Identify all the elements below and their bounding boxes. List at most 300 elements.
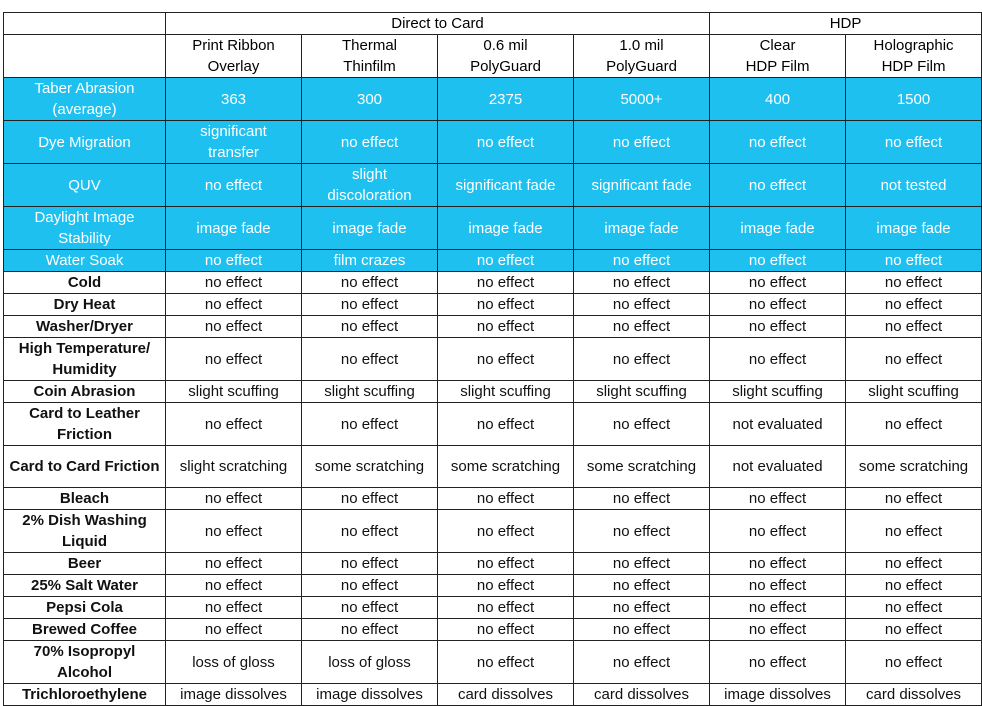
- cell-text-line: no effect: [612, 522, 671, 540]
- table-cell: [846, 488, 982, 510]
- cell-text-line: image dissolves: [316, 686, 423, 703]
- table-cell: [166, 575, 302, 597]
- cell-text-line: 2375: [488, 90, 523, 108]
- cell-text-line: image dissolves: [724, 686, 831, 703]
- table-cell: [710, 164, 846, 207]
- cell-text-line: loss of gloss: [328, 653, 411, 671]
- table-cell: [166, 597, 302, 619]
- cell-text-line: no effect: [612, 296, 671, 313]
- cell-text-line: no effect: [612, 415, 671, 433]
- table-row: [4, 446, 982, 488]
- table-row: [4, 207, 982, 250]
- table-cell: [166, 164, 302, 207]
- table-cell: [710, 684, 846, 706]
- row-label: [4, 619, 166, 641]
- cell-text-line: card dissolves: [866, 686, 962, 703]
- table-cell: [574, 403, 710, 446]
- table-cell: [166, 446, 302, 488]
- cell-text-line: slight scuffing: [460, 383, 551, 400]
- cell-text-line: no effect: [748, 252, 807, 269]
- cell-text-line: 0.6 mil: [483, 37, 528, 54]
- cell-text-line: Dry Heat: [53, 296, 116, 313]
- cell-text-line: no effect: [204, 176, 263, 194]
- cell-text-line: no effect: [884, 599, 943, 616]
- cell-text-line: no effect: [748, 490, 807, 507]
- column-header: [166, 35, 302, 78]
- comparison-table: [3, 12, 982, 706]
- cell-text-line: (average): [52, 101, 117, 118]
- row-label: [4, 338, 166, 381]
- cell-text-line: no effect: [204, 350, 263, 368]
- cell-text-line: Overlay: [207, 58, 260, 75]
- cell-text-line: no effect: [340, 318, 399, 335]
- cell-text-line: no effect: [612, 555, 671, 572]
- cell-text-line: no effect: [884, 274, 943, 291]
- table-cell: [302, 316, 438, 338]
- cell-text-line: image fade: [604, 219, 679, 237]
- cell-text-line: no effect: [476, 490, 535, 507]
- cell-text-line: slight scuffing: [188, 383, 279, 400]
- cell-text-line: no effect: [476, 577, 535, 594]
- cell-text-line: no effect: [612, 318, 671, 335]
- cell-text-line: some scratching: [314, 458, 425, 475]
- table-cell: [438, 272, 574, 294]
- cell-text-line: not tested: [880, 176, 947, 194]
- table-cell: [710, 510, 846, 553]
- table-cell: [302, 510, 438, 553]
- table-cell: [574, 164, 710, 207]
- cell-text-line: no effect: [748, 274, 807, 291]
- table-cell: [302, 338, 438, 381]
- cell-text-line: no effect: [884, 653, 943, 671]
- table-cell: [710, 488, 846, 510]
- table-cell: [302, 294, 438, 316]
- table-row: [4, 121, 982, 164]
- cell-text-line: no effect: [476, 621, 535, 638]
- table-row: [4, 316, 982, 338]
- table-body: [4, 13, 982, 706]
- table-cell: [574, 294, 710, 316]
- cell-text-line: Washer/Dryer: [36, 318, 133, 335]
- cell-text-line: no effect: [748, 599, 807, 616]
- cell-text-line: PolyGuard: [470, 58, 541, 75]
- cell-text-line: no effect: [884, 555, 943, 572]
- cell-text-line: Thermal: [341, 37, 397, 54]
- table-row: [4, 381, 982, 403]
- row-label: [4, 575, 166, 597]
- table-row: [4, 510, 982, 553]
- cell-text-line: Dye Migration: [38, 133, 131, 151]
- cell-text-line: Friction: [57, 426, 112, 443]
- table-cell: [710, 272, 846, 294]
- table-cell: [166, 294, 302, 316]
- table-cell: [302, 121, 438, 164]
- cell-text-line: no effect: [748, 653, 807, 671]
- cell-text-line: no effect: [748, 296, 807, 313]
- table-cell: [302, 78, 438, 121]
- cell-text-line: 300: [356, 90, 383, 108]
- table-row: [4, 164, 982, 207]
- table-cell: [438, 403, 574, 446]
- table-cell: [166, 272, 302, 294]
- cell-text-line: no effect: [340, 621, 399, 638]
- cell-text-line: no effect: [340, 577, 399, 594]
- table-cell: [302, 553, 438, 575]
- row-label: [4, 641, 166, 684]
- row-label: [4, 78, 166, 121]
- table-cell: [302, 597, 438, 619]
- table-cell: [438, 78, 574, 121]
- cell-text-line: no effect: [476, 555, 535, 572]
- cell-text-line: not evaluated: [732, 415, 823, 433]
- cell-text-line: no effect: [340, 133, 399, 151]
- corner-cell: [4, 13, 166, 35]
- cell-text-line: Stability: [58, 230, 111, 247]
- row-label: [4, 403, 166, 446]
- table-cell: [846, 250, 982, 272]
- table-cell: [574, 316, 710, 338]
- cell-text-line: Beer: [67, 555, 102, 572]
- cell-text-line: slight scuffing: [732, 383, 823, 400]
- cell-text-line: 1500: [896, 90, 931, 108]
- table-row: [4, 575, 982, 597]
- column-header-row: [4, 35, 982, 78]
- cell-text-line: no effect: [612, 133, 671, 151]
- cell-text-line: Holographic: [873, 37, 954, 54]
- cell-text-line: no effect: [884, 350, 943, 368]
- table-cell: [710, 597, 846, 619]
- cell-text-line: no effect: [340, 555, 399, 572]
- cell-text-line: no effect: [476, 653, 535, 671]
- cell-text-line: Alcohol: [57, 664, 112, 681]
- cell-text-line: 2% Dish Washing: [22, 512, 147, 529]
- table-cell: [574, 446, 710, 488]
- table-cell: [710, 338, 846, 381]
- cell-text-line: image fade: [332, 219, 407, 237]
- table-cell: [846, 381, 982, 403]
- cell-text-line: QUV: [68, 176, 101, 194]
- table-cell: [438, 338, 574, 381]
- cell-text-line: transfer: [208, 144, 259, 161]
- table-cell: [846, 316, 982, 338]
- row-label: [4, 446, 166, 488]
- row-label: [4, 250, 166, 272]
- cell-text-line: slight: [351, 166, 388, 183]
- table-cell: [710, 619, 846, 641]
- table-cell: [166, 553, 302, 575]
- cell-text-line: no effect: [340, 296, 399, 313]
- row-label: [4, 553, 166, 575]
- cell-text-line: no effect: [476, 415, 535, 433]
- table-cell: [438, 250, 574, 272]
- cell-text-line: no effect: [476, 296, 535, 313]
- cell-text-line: no effect: [748, 555, 807, 572]
- table-cell: [438, 488, 574, 510]
- cell-text-line: no effect: [884, 252, 943, 269]
- table-cell: [846, 164, 982, 207]
- cell-text-line: slight scuffing: [596, 383, 687, 400]
- group-header-row: [4, 13, 982, 35]
- cell-text-line: 70% Isopropyl: [33, 643, 136, 660]
- table-row: [4, 272, 982, 294]
- table-cell: [438, 294, 574, 316]
- table-row: [4, 488, 982, 510]
- cell-text-line: no effect: [884, 133, 943, 151]
- table-row: [4, 403, 982, 446]
- table-cell: [302, 403, 438, 446]
- cell-text-line: High Temperature/: [18, 340, 151, 357]
- table-cell: [846, 294, 982, 316]
- table-cell: [574, 575, 710, 597]
- table-cell: [574, 684, 710, 706]
- table-cell: [438, 121, 574, 164]
- cell-text-line: Brewed Coffee: [31, 621, 138, 638]
- cell-text-line: no effect: [476, 318, 535, 335]
- cell-text-line: HDP Film: [881, 58, 946, 75]
- cell-text-line: no effect: [204, 577, 263, 594]
- column-header: [574, 35, 710, 78]
- table-row: [4, 78, 982, 121]
- cell-text-line: no effect: [204, 522, 263, 540]
- cell-text-line: Bleach: [59, 490, 110, 507]
- table-row: [4, 250, 982, 272]
- cell-text-line: image dissolves: [180, 686, 287, 703]
- table-cell: [574, 338, 710, 381]
- cell-text-line: slight scuffing: [868, 383, 959, 400]
- cell-text-line: significant fade: [591, 176, 692, 194]
- table-cell: [574, 488, 710, 510]
- cell-text-line: no effect: [204, 318, 263, 335]
- table-cell: [574, 641, 710, 684]
- table-cell: [846, 272, 982, 294]
- table-cell: [846, 597, 982, 619]
- cell-text-line: no effect: [612, 490, 671, 507]
- table-cell: [846, 641, 982, 684]
- cell-text-line: no effect: [476, 274, 535, 291]
- column-header: [846, 35, 982, 78]
- row-label: [4, 488, 166, 510]
- cell-text-line: no effect: [340, 490, 399, 507]
- cell-text-line: film crazes: [333, 252, 406, 269]
- cell-text-line: loss of gloss: [192, 653, 275, 671]
- table-cell: [438, 684, 574, 706]
- cell-text-line: no effect: [748, 318, 807, 335]
- cell-text-line: no effect: [340, 522, 399, 540]
- row-label: [4, 381, 166, 403]
- table-cell: [302, 575, 438, 597]
- cell-text-line: no effect: [476, 350, 535, 368]
- cell-text-line: no effect: [476, 599, 535, 616]
- cell-text-line: no effect: [612, 350, 671, 368]
- cell-text-line: 363: [220, 90, 247, 108]
- table-cell: [302, 250, 438, 272]
- table-cell: [166, 78, 302, 121]
- cell-text-line: no effect: [476, 522, 535, 540]
- row-label: [4, 272, 166, 294]
- cell-text-line: some scratching: [858, 458, 969, 475]
- cell-text-line: some scratching: [586, 458, 697, 475]
- table-cell: [302, 446, 438, 488]
- table-cell: [302, 272, 438, 294]
- cell-text-line: no effect: [612, 599, 671, 616]
- table-cell: [438, 510, 574, 553]
- row-label: [4, 510, 166, 553]
- row-label: [4, 207, 166, 250]
- cell-text-line: 5000+: [620, 90, 663, 108]
- table-cell: [710, 641, 846, 684]
- table-cell: [166, 619, 302, 641]
- cell-text-line: no effect: [884, 621, 943, 638]
- cell-text-line: Print Ribbon: [192, 37, 275, 54]
- cell-text-line: Thinfilm: [343, 58, 396, 75]
- table-cell: [710, 207, 846, 250]
- cell-text-line: no effect: [476, 252, 535, 269]
- cell-text-line: image fade: [876, 219, 951, 237]
- table-cell: [574, 619, 710, 641]
- table-cell: [574, 121, 710, 164]
- table-cell: [710, 250, 846, 272]
- table-row: [4, 641, 982, 684]
- row-label: [4, 684, 166, 706]
- table-cell: [574, 510, 710, 553]
- table-cell: [302, 619, 438, 641]
- cell-text-line: HDP Film: [745, 58, 810, 75]
- cell-text-line: no effect: [340, 350, 399, 368]
- column-header: [710, 35, 846, 78]
- cell-text-line: no effect: [612, 653, 671, 671]
- table-cell: [438, 207, 574, 250]
- cell-text-line: no effect: [340, 415, 399, 433]
- table-cell: [302, 207, 438, 250]
- row-label: [4, 164, 166, 207]
- cell-text-line: image fade: [740, 219, 815, 237]
- cell-text-line: Card to Card Friction: [9, 458, 160, 475]
- table-row: [4, 619, 982, 641]
- cell-text-line: no effect: [204, 555, 263, 572]
- table-cell: [438, 316, 574, 338]
- cell-text-line: Taber Abrasion: [34, 80, 135, 97]
- cell-text-line: no effect: [204, 415, 263, 433]
- table-cell: [574, 381, 710, 403]
- table-cell: [710, 446, 846, 488]
- table-row: [4, 553, 982, 575]
- cell-text-line: no effect: [884, 577, 943, 594]
- cell-text-line: no effect: [340, 274, 399, 291]
- cell-text-line: no effect: [204, 599, 263, 616]
- cell-text-line: no effect: [748, 350, 807, 368]
- column-header: [438, 35, 574, 78]
- table-cell: [302, 164, 438, 207]
- table-cell: [846, 575, 982, 597]
- table-cell: [846, 510, 982, 553]
- cell-text-line: Clear: [759, 37, 796, 54]
- cell-text-line: image fade: [196, 219, 271, 237]
- table-cell: [846, 553, 982, 575]
- table-cell: [438, 641, 574, 684]
- table-cell: [710, 553, 846, 575]
- table-cell: [166, 510, 302, 553]
- table-cell: [846, 78, 982, 121]
- cell-text-line: no effect: [884, 415, 943, 433]
- table-cell: [710, 121, 846, 164]
- group-hdp: HDP: [710, 13, 982, 35]
- cell-text-line: Trichloroethylene: [21, 686, 148, 703]
- cell-text-line: Liquid: [62, 533, 107, 550]
- table-cell: [302, 381, 438, 403]
- cell-text-line: Card to Leather: [29, 405, 140, 422]
- cell-text-line: slight scratching: [179, 458, 288, 475]
- cell-text-line: 25% Salt Water: [31, 577, 138, 594]
- table-cell: [166, 641, 302, 684]
- cell-text-line: no effect: [612, 577, 671, 594]
- table-cell: [710, 381, 846, 403]
- cell-text-line: no effect: [884, 490, 943, 507]
- table-cell: [166, 338, 302, 381]
- cell-text-line: PolyGuard: [606, 58, 677, 75]
- cell-text-line: card dissolves: [593, 686, 690, 703]
- cell-text-line: no effect: [204, 621, 263, 638]
- cell-text-line: image fade: [468, 219, 543, 237]
- table-cell: [710, 294, 846, 316]
- cell-text-line: no effect: [612, 621, 671, 638]
- cell-text-line: Humidity: [52, 361, 117, 378]
- cell-text-line: Cold: [67, 274, 102, 291]
- cell-text-line: 1.0 mil: [619, 37, 664, 54]
- table-cell: [166, 121, 302, 164]
- cell-text-line: 400: [765, 90, 791, 108]
- table-cell: [166, 207, 302, 250]
- cell-text-line: no effect: [884, 522, 943, 540]
- table-cell: [438, 381, 574, 403]
- row-label: [4, 294, 166, 316]
- table-cell: [846, 684, 982, 706]
- cell-text-line: not evaluated: [732, 458, 823, 475]
- column-header: [302, 35, 438, 78]
- cell-text-line: no effect: [204, 490, 263, 507]
- table-cell: [438, 619, 574, 641]
- cell-text-line: no effect: [748, 621, 807, 638]
- table-cell: [846, 446, 982, 488]
- cell-text-line: no effect: [748, 176, 807, 194]
- table-cell: [302, 684, 438, 706]
- table-cell: [302, 641, 438, 684]
- table-cell: [302, 488, 438, 510]
- cell-text-line: no effect: [204, 296, 263, 313]
- cell-text-line: no effect: [612, 274, 671, 291]
- cell-text-line: Coin Abrasion: [33, 383, 136, 400]
- table-cell: [438, 575, 574, 597]
- cell-text-line: slight scuffing: [324, 383, 415, 400]
- cell-text-line: Pepsi Cola: [46, 599, 123, 616]
- cell-text-line: some scratching: [450, 458, 561, 475]
- table-cell: [574, 272, 710, 294]
- table-cell: [438, 553, 574, 575]
- table-cell: [166, 488, 302, 510]
- row-label: [4, 316, 166, 338]
- table-cell: [438, 164, 574, 207]
- cell-text-line: no effect: [612, 252, 671, 269]
- cell-text-line: card dissolves: [457, 686, 554, 703]
- cell-text-line: no effect: [476, 133, 535, 151]
- table-cell: [574, 207, 710, 250]
- table-cell: [574, 597, 710, 619]
- cell-text-line: no effect: [884, 296, 943, 313]
- cell-text-line: no effect: [204, 274, 263, 291]
- cell-text-line: no effect: [884, 318, 943, 335]
- table-cell: [574, 250, 710, 272]
- table-cell: [846, 619, 982, 641]
- table-row: [4, 597, 982, 619]
